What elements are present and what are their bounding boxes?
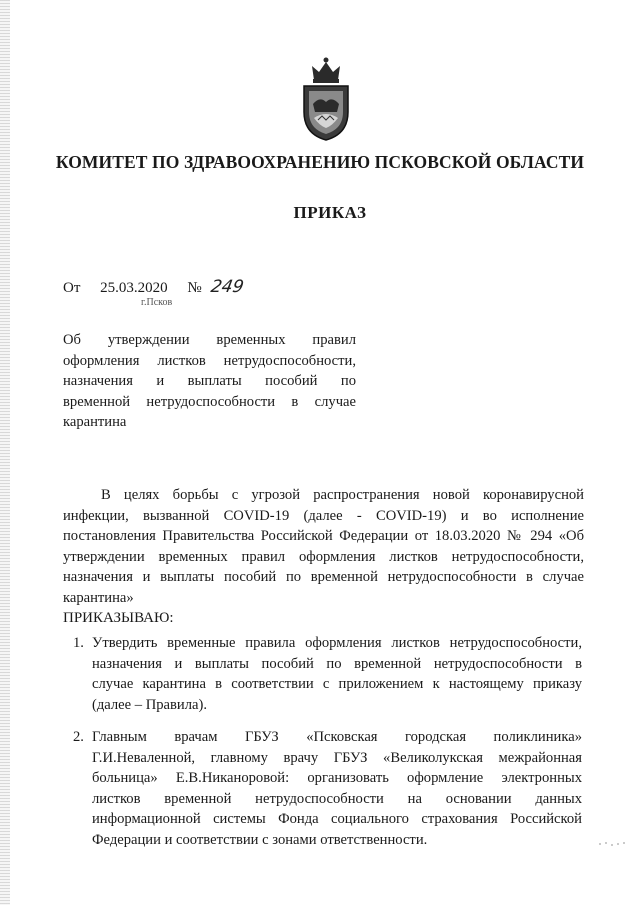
city-label: г.Псков — [141, 297, 173, 308]
subject-line: оформления листков нетрудоспособности, — [63, 352, 356, 369]
date-prefix: От — [63, 280, 81, 296]
order-item-1 — [73, 633, 582, 715]
subject-line: временной нетрудоспособности в случае — [63, 393, 356, 410]
preamble-line: утверждении временных правил оформления листков нетрудоспособности, — [63, 548, 584, 565]
item-line: Утвердить временные правила оформления листков нетрудоспособности, — [92, 635, 582, 651]
preamble-line: карантина» — [63, 589, 134, 606]
order-number: 249 — [209, 277, 246, 297]
committee-title: КОМИТЕТ ПО ЗДРАВООХРАНЕНИЮ ПСКОВСКОЙ ОБЛАСТИ — [55, 152, 585, 172]
date-line — [63, 277, 244, 297]
coat-of-arms-icon — [296, 56, 356, 142]
preamble-line: инфекции, вызванной COVID-19 (далее - COVID-19) и во исполнение — [63, 507, 584, 524]
order-subject — [63, 330, 356, 433]
item-line: больница» Е.В.Никаноровой: организовать оформление электронных — [92, 770, 582, 786]
orders-label: ПРИКАЗЫВАЮ: — [63, 610, 174, 626]
order-title: ПРИКАЗ — [293, 203, 367, 222]
order-item-2 — [73, 727, 582, 850]
number-sign: № — [187, 280, 202, 296]
subject-line: карантина — [63, 414, 127, 430]
item-number: 2. — [73, 729, 84, 745]
item-number: 1. — [73, 635, 84, 651]
item-line: информационной системы Фонда социального страхования Российской — [92, 811, 582, 827]
item-line: листков временной нетрудоспособности на основании данных — [92, 790, 582, 807]
scan-artifact — [597, 840, 627, 848]
item-line: Федерации и соответствии с зонами ответственности. — [92, 831, 428, 848]
item-line: (далее – Правила). — [92, 696, 208, 713]
preamble-paragraph — [63, 485, 584, 608]
item-line: Г.И.Неваленной, главному врачу ГБУЗ «Великолукская межрайонная — [92, 749, 582, 766]
item-line: назначения и выплаты пособий по временной нетрудоспособности в — [92, 655, 582, 672]
order-date: 25.03.2020 — [100, 280, 168, 296]
preamble-line: назначения и выплаты пособий по временной нетрудоспособности в случае — [63, 569, 584, 585]
item-line: случае карантина в соответствии с приложением к настоящему приказу — [92, 676, 582, 692]
scan-edge — [0, 0, 10, 905]
preamble-line: постановления Правительства Российской Федерации от 18.03.2020 № 294 «Об — [63, 528, 584, 544]
item-line: Главным врачам ГБУЗ «Псковская городская поликлиника» — [92, 729, 582, 745]
preamble-line: В целях борьбы с угрозой распространения новой коронавирусной — [101, 487, 584, 503]
subject-line: Об утверждении временных правил — [63, 332, 356, 348]
subject-line: назначения и выплаты пособий по — [63, 373, 356, 389]
